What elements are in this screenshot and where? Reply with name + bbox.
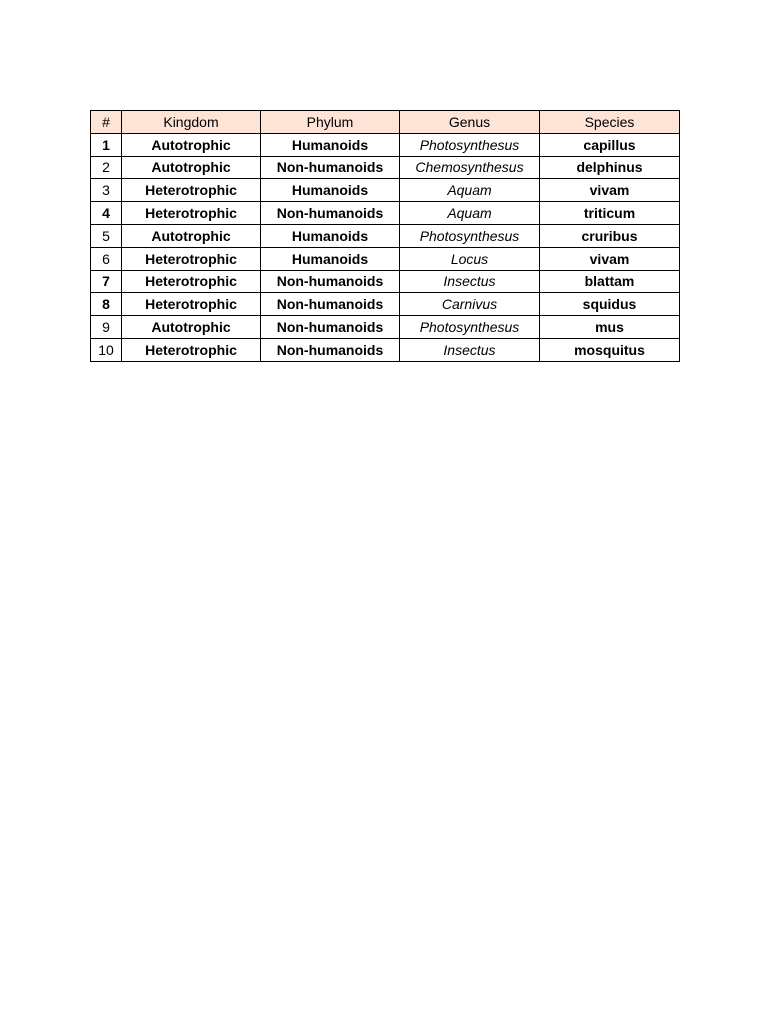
row-number-cell: 5 [91, 224, 122, 247]
table-row [91, 202, 680, 225]
phylum-cell: Humanoids [261, 179, 400, 202]
genus-cell: Photosynthesus [400, 316, 540, 339]
column-header-species: Species [540, 111, 680, 134]
genus-cell: Aquam [400, 202, 540, 225]
table-row [91, 224, 680, 247]
table-row [91, 338, 680, 361]
row-number-cell: 2 [91, 156, 122, 179]
row-number-cell: 3 [91, 179, 122, 202]
genus-cell: Chemosynthesus [400, 156, 540, 179]
genus-cell: Photosynthesus [400, 133, 540, 156]
kingdom-cell: Heterotrophic [122, 270, 261, 293]
kingdom-cell: Heterotrophic [122, 293, 261, 316]
row-number-cell: 1 [91, 133, 122, 156]
table-row [91, 270, 680, 293]
genus-cell: Locus [400, 247, 540, 270]
species-cell: mosquitus [540, 338, 680, 361]
species-cell: vivam [540, 179, 680, 202]
kingdom-cell: Heterotrophic [122, 247, 261, 270]
table-row [91, 247, 680, 270]
kingdom-cell: Autotrophic [122, 156, 261, 179]
species-cell: delphinus [540, 156, 680, 179]
row-number-cell: 4 [91, 202, 122, 225]
kingdom-cell: Autotrophic [122, 316, 261, 339]
table-row [91, 293, 680, 316]
species-cell: cruribus [540, 224, 680, 247]
row-number-cell: 8 [91, 293, 122, 316]
species-cell: mus [540, 316, 680, 339]
row-number-cell: 9 [91, 316, 122, 339]
species-cell: squidus [540, 293, 680, 316]
kingdom-cell: Heterotrophic [122, 338, 261, 361]
phylum-cell: Non-humanoids [261, 338, 400, 361]
table-body [91, 133, 680, 361]
header-row [91, 111, 680, 134]
table-row [91, 316, 680, 339]
column-header-genus: Genus [400, 111, 540, 134]
genus-cell: Photosynthesus [400, 224, 540, 247]
genus-cell: Aquam [400, 179, 540, 202]
kingdom-cell: Heterotrophic [122, 202, 261, 225]
species-cell: triticum [540, 202, 680, 225]
phylum-cell: Humanoids [261, 133, 400, 156]
table-row [91, 179, 680, 202]
genus-cell: Carnivus [400, 293, 540, 316]
phylum-cell: Humanoids [261, 247, 400, 270]
row-number-cell: 6 [91, 247, 122, 270]
taxonomy-table [90, 110, 680, 362]
phylum-cell: Humanoids [261, 224, 400, 247]
genus-cell: Insectus [400, 338, 540, 361]
phylum-cell: Non-humanoids [261, 270, 400, 293]
table-row [91, 133, 680, 156]
row-number-cell: 7 [91, 270, 122, 293]
column-header-phylum: Phylum [261, 111, 400, 134]
species-cell: blattam [540, 270, 680, 293]
column-header-number: # [91, 111, 122, 134]
phylum-cell: Non-humanoids [261, 156, 400, 179]
species-cell: capillus [540, 133, 680, 156]
row-number-cell: 10 [91, 338, 122, 361]
kingdom-cell: Heterotrophic [122, 179, 261, 202]
kingdom-cell: Autotrophic [122, 133, 261, 156]
phylum-cell: Non-humanoids [261, 316, 400, 339]
column-header-kingdom: Kingdom [122, 111, 261, 134]
table-header [91, 111, 680, 134]
species-cell: vivam [540, 247, 680, 270]
kingdom-cell: Autotrophic [122, 224, 261, 247]
table-row [91, 156, 680, 179]
phylum-cell: Non-humanoids [261, 202, 400, 225]
phylum-cell: Non-humanoids [261, 293, 400, 316]
genus-cell: Insectus [400, 270, 540, 293]
